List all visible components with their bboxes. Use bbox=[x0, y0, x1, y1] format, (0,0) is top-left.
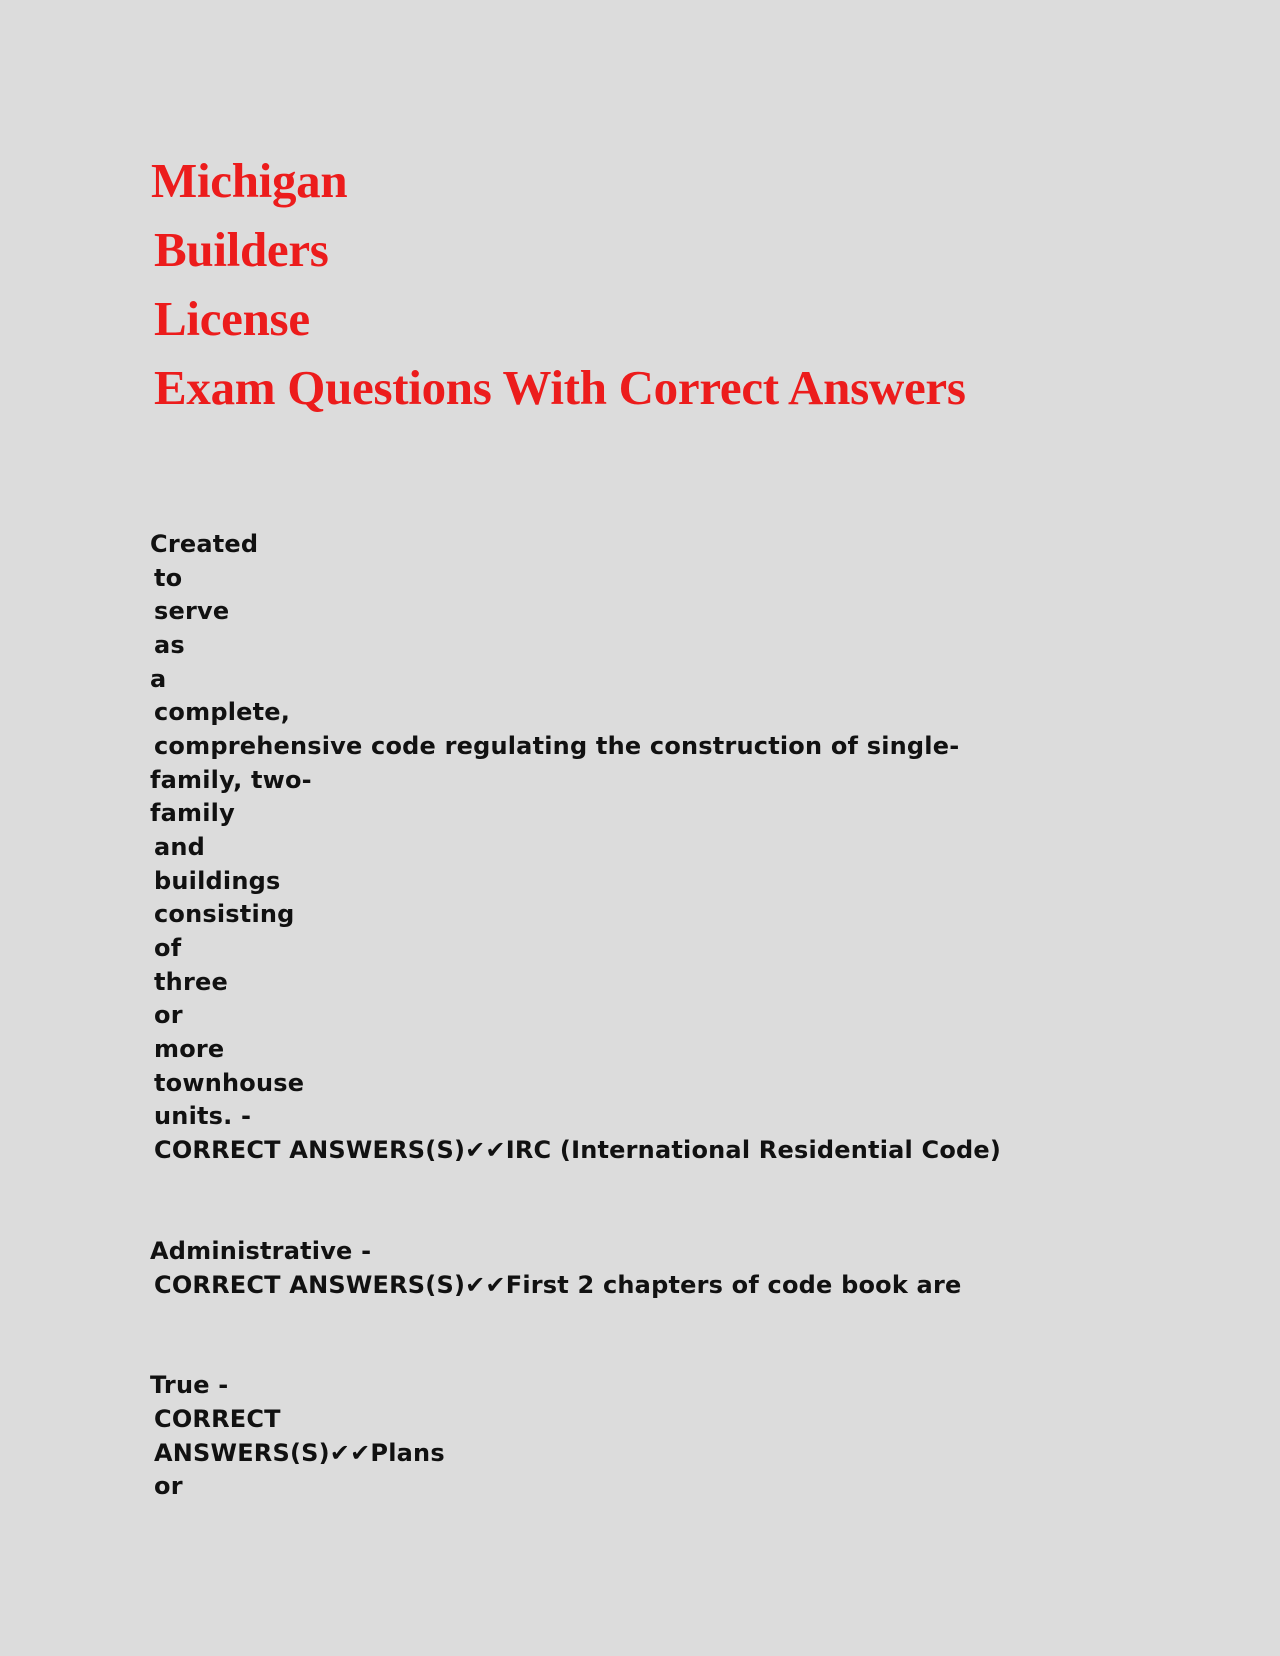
qa-line: family, two- bbox=[150, 766, 312, 794]
qa-line: more bbox=[154, 1035, 225, 1063]
qa-line: of bbox=[154, 934, 182, 962]
qa-line: consisting bbox=[154, 900, 295, 928]
qa-line: and bbox=[154, 833, 206, 861]
answer-line: CORRECT ANSWERS(S)✔✔IRC (International Residential Code) bbox=[154, 1136, 1002, 1164]
qa-line: units. - bbox=[154, 1102, 252, 1130]
document-title bbox=[151, 146, 1151, 422]
answer-line: or bbox=[154, 1472, 183, 1500]
qa-line: or bbox=[154, 1001, 183, 1029]
answer-line: ANSWERS(S)✔✔Plans bbox=[154, 1439, 445, 1467]
title-line-1: Michigan bbox=[151, 153, 348, 208]
answer-line: CORRECT bbox=[154, 1405, 281, 1433]
qa-line: Administrative - bbox=[150, 1237, 372, 1265]
qa-line: complete, bbox=[154, 698, 291, 726]
answer-line: CORRECT ANSWERS(S)✔✔First 2 chapters of code book are bbox=[154, 1271, 962, 1299]
title-line-4: Exam Questions With Correct Answers bbox=[154, 360, 966, 415]
qa-line: True - bbox=[150, 1371, 229, 1399]
qa-line: buildings bbox=[154, 867, 281, 895]
qa-line: family bbox=[150, 799, 235, 827]
qa-line: as bbox=[154, 631, 185, 659]
qa-line: comprehensive code regulating the construction of single- bbox=[154, 732, 960, 760]
qa-line: serve bbox=[154, 597, 230, 625]
title-line-2: Builders bbox=[154, 222, 329, 277]
qa-line: three bbox=[154, 968, 228, 996]
qa-line: to bbox=[154, 564, 183, 592]
qa-line: Created bbox=[150, 530, 259, 558]
title-line-3: License bbox=[154, 291, 310, 346]
qa-line: townhouse bbox=[154, 1069, 305, 1097]
qa-line: a bbox=[150, 665, 167, 693]
